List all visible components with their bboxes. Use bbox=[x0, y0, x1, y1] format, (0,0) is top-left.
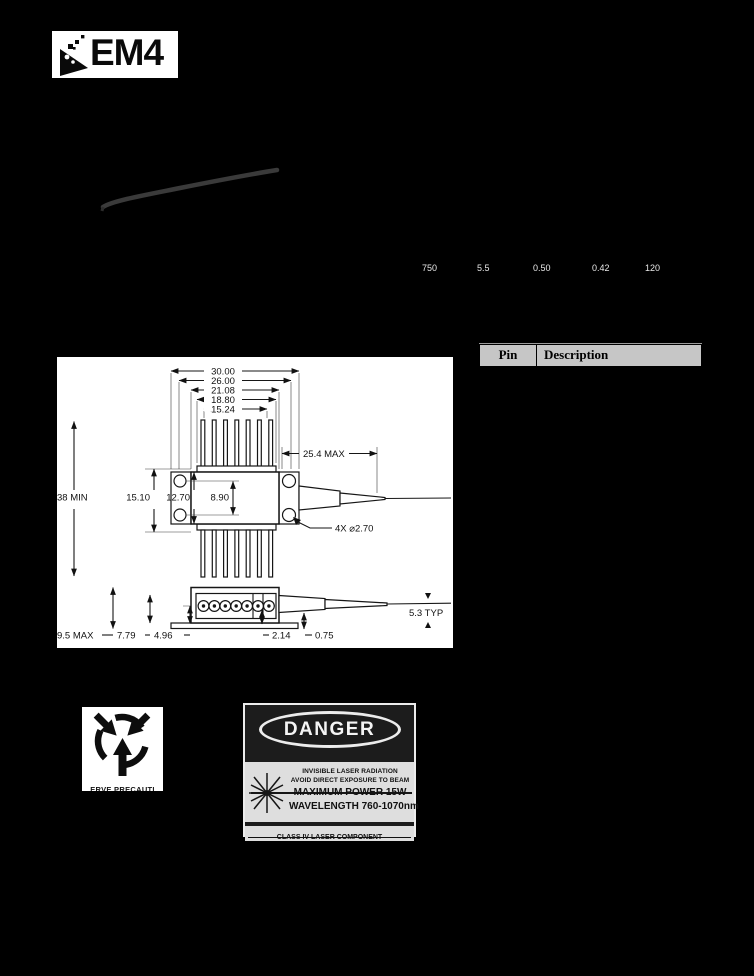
esd-symbol-icon bbox=[82, 707, 163, 783]
spec-value: 5.5 bbox=[477, 263, 490, 273]
dim-0-75: 0.75 bbox=[315, 630, 334, 642]
dim-12-70: 12.70 bbox=[166, 492, 190, 504]
dim-7-79: 7.79 bbox=[117, 630, 136, 642]
spec-value: 120 bbox=[645, 263, 661, 273]
dim-30-00: 30.00 bbox=[211, 366, 235, 378]
table-header-row bbox=[479, 344, 702, 368]
danger-title: DANGER bbox=[283, 718, 376, 740]
danger-line-2: AVOID DIRECT EXPOSURE TO BEAM bbox=[290, 777, 410, 784]
esd-caption: ERVE PRECAUTI bbox=[90, 785, 155, 791]
danger-footer-underline bbox=[248, 837, 411, 838]
dim-5-3-typ: 5.3 TYP bbox=[409, 608, 444, 619]
dim-4-96: 4.96 bbox=[154, 630, 173, 642]
danger-footer bbox=[245, 826, 414, 841]
spec-value: 0.50 bbox=[533, 263, 551, 273]
pin-description-table bbox=[479, 343, 702, 368]
dim-8-90: 8.90 bbox=[210, 492, 229, 504]
danger-header bbox=[245, 711, 414, 762]
description-column-header: Description bbox=[544, 347, 609, 362]
pin-column-header: Pin bbox=[480, 345, 537, 366]
esd-warning-label bbox=[82, 707, 163, 791]
dim-21-08: 21.08 bbox=[211, 385, 235, 397]
danger-ellipse bbox=[259, 711, 401, 748]
laser-danger-label bbox=[243, 703, 419, 837]
danger-line-1: INVISIBLE LASER RADIATION bbox=[302, 768, 398, 775]
dim-2-14: 2.14 bbox=[272, 630, 291, 642]
danger-line-4: WAVELENGTH 760-1070nm bbox=[289, 801, 419, 812]
danger-body bbox=[245, 762, 419, 822]
spec-value: 0.42 bbox=[592, 263, 610, 273]
dim-26-00: 26.00 bbox=[211, 376, 235, 387]
dim-15-10: 15.10 bbox=[126, 492, 150, 504]
spec-value: 750 bbox=[422, 263, 438, 273]
dim-15-24: 15.24 bbox=[211, 404, 235, 416]
em4-logo-text: EM4 bbox=[90, 32, 164, 73]
mechanical-drawing bbox=[57, 357, 453, 648]
dim-18-80: 18.80 bbox=[211, 395, 235, 406]
dim-38-min: 38 MIN bbox=[57, 492, 88, 504]
danger-line-3: MAXIMUM POWER 15W bbox=[293, 787, 407, 798]
hole-note bbox=[293, 517, 373, 535]
dim-9-5-max: 9.5 MAX bbox=[57, 630, 94, 642]
svg-text:4X ⌀2.70: 4X ⌀2.70 bbox=[335, 523, 374, 535]
svg-text:25.4 MAX: 25.4 MAX bbox=[303, 449, 345, 460]
